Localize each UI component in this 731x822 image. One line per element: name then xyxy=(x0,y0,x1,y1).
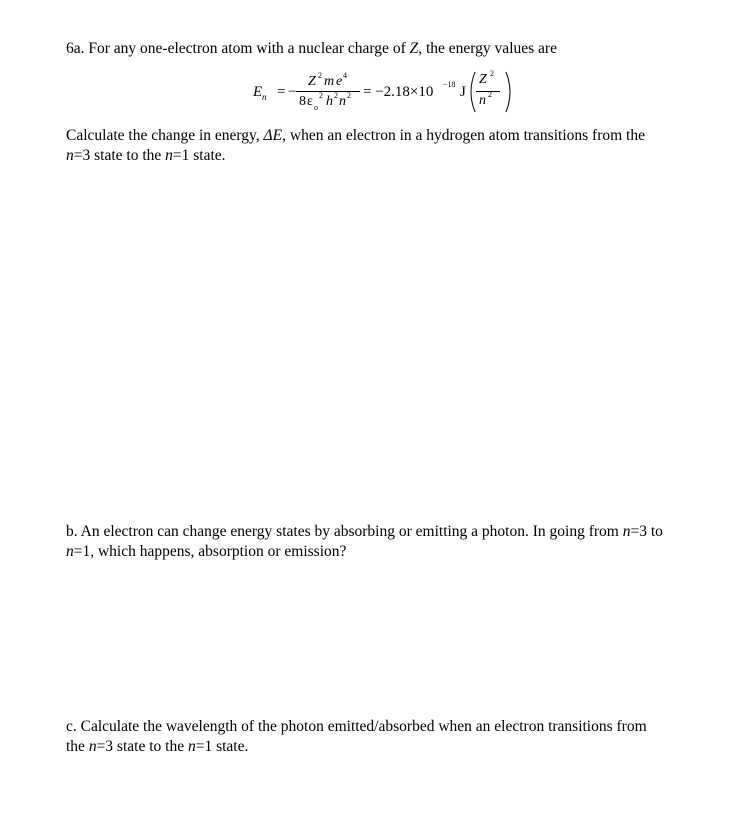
eq-unit-joule: J xyxy=(460,84,466,100)
variable-Z: Z xyxy=(409,40,419,57)
variable-n: n xyxy=(88,738,97,755)
question-6a-line2-text: =3 state to the xyxy=(73,147,166,164)
variable-delta-E: ΔE xyxy=(263,127,283,144)
eq-den-n-exp: 2 xyxy=(347,91,351,100)
eq-equals: = xyxy=(277,84,286,100)
eq-num-Z-exp: 2 xyxy=(318,71,322,80)
eq-num-e: e xyxy=(336,74,343,89)
question-6c-text: Calculate the wavelength of the photon emitted/absorbed when an electron transitions from xyxy=(76,718,647,735)
variable-n: n xyxy=(187,738,196,755)
eq-paren-num-exp: 2 xyxy=(490,69,494,78)
question-6c xyxy=(66,717,706,757)
question-6a-intro-text-end: , the energy values are xyxy=(418,40,557,57)
question-6b-label: b. xyxy=(66,523,78,540)
eq-den-epsilon-sub: o xyxy=(314,103,318,112)
question-6c-text-4: =1 state. xyxy=(195,738,249,755)
question-6b-text: An electron can change energy states by absorbing or emitting a photon. In going from xyxy=(77,523,623,540)
variable-n: n xyxy=(66,543,74,560)
eq-den-h: h xyxy=(326,94,333,109)
question-6a-intro-text: For any one-electron atom with a nuclear charge of xyxy=(88,40,410,57)
eq-minus: − xyxy=(288,84,297,100)
eq-lhs-subscript: n xyxy=(262,92,267,102)
variable-n: n xyxy=(622,523,631,540)
question-6b-text-2: =3 to xyxy=(630,523,663,540)
question-6c-text-2: the xyxy=(66,738,89,755)
variable-n: n xyxy=(66,147,74,164)
question-6a-task xyxy=(66,126,706,166)
question-6c-label: c. xyxy=(66,718,77,735)
question-6b xyxy=(66,522,706,562)
question-6a-line2-end: =1 state. xyxy=(172,147,226,164)
question-6a-task-text-end: , when an electron in a hydrogen atom transitions from the xyxy=(282,127,645,144)
eq-paren-den-n: n xyxy=(479,93,486,108)
variable-n: n xyxy=(165,147,173,164)
question-6a-intro xyxy=(66,39,706,59)
eq-den-epsilon-exp: 2 xyxy=(319,91,323,100)
eq-num-e-exp: 4 xyxy=(343,71,347,80)
eq-lhs-E: E xyxy=(253,84,263,100)
question-6a-task-text: Calculate the change in energy, xyxy=(66,127,264,144)
eq-num-Z: Z xyxy=(308,74,316,89)
eq-den-8: 8 xyxy=(299,94,306,109)
eq-paren-num-Z: Z xyxy=(479,72,487,87)
eq-paren-den-exp: 2 xyxy=(488,90,492,99)
question-6a-label: 6a. xyxy=(66,40,85,57)
question-6c-text-3: =3 state to the xyxy=(96,738,188,755)
eq-den-n: n xyxy=(339,94,346,109)
eq-middle-exponent: −18 xyxy=(443,80,456,89)
eq-num-m: m xyxy=(324,74,335,89)
question-6b-text-3: =1, which happens, absorption or emission? xyxy=(73,543,347,560)
eq-middle-constant: = −2.18×10 xyxy=(363,84,434,100)
eq-den-epsilon: ε xyxy=(307,94,313,109)
eq-den-h-exp: 2 xyxy=(334,91,338,100)
